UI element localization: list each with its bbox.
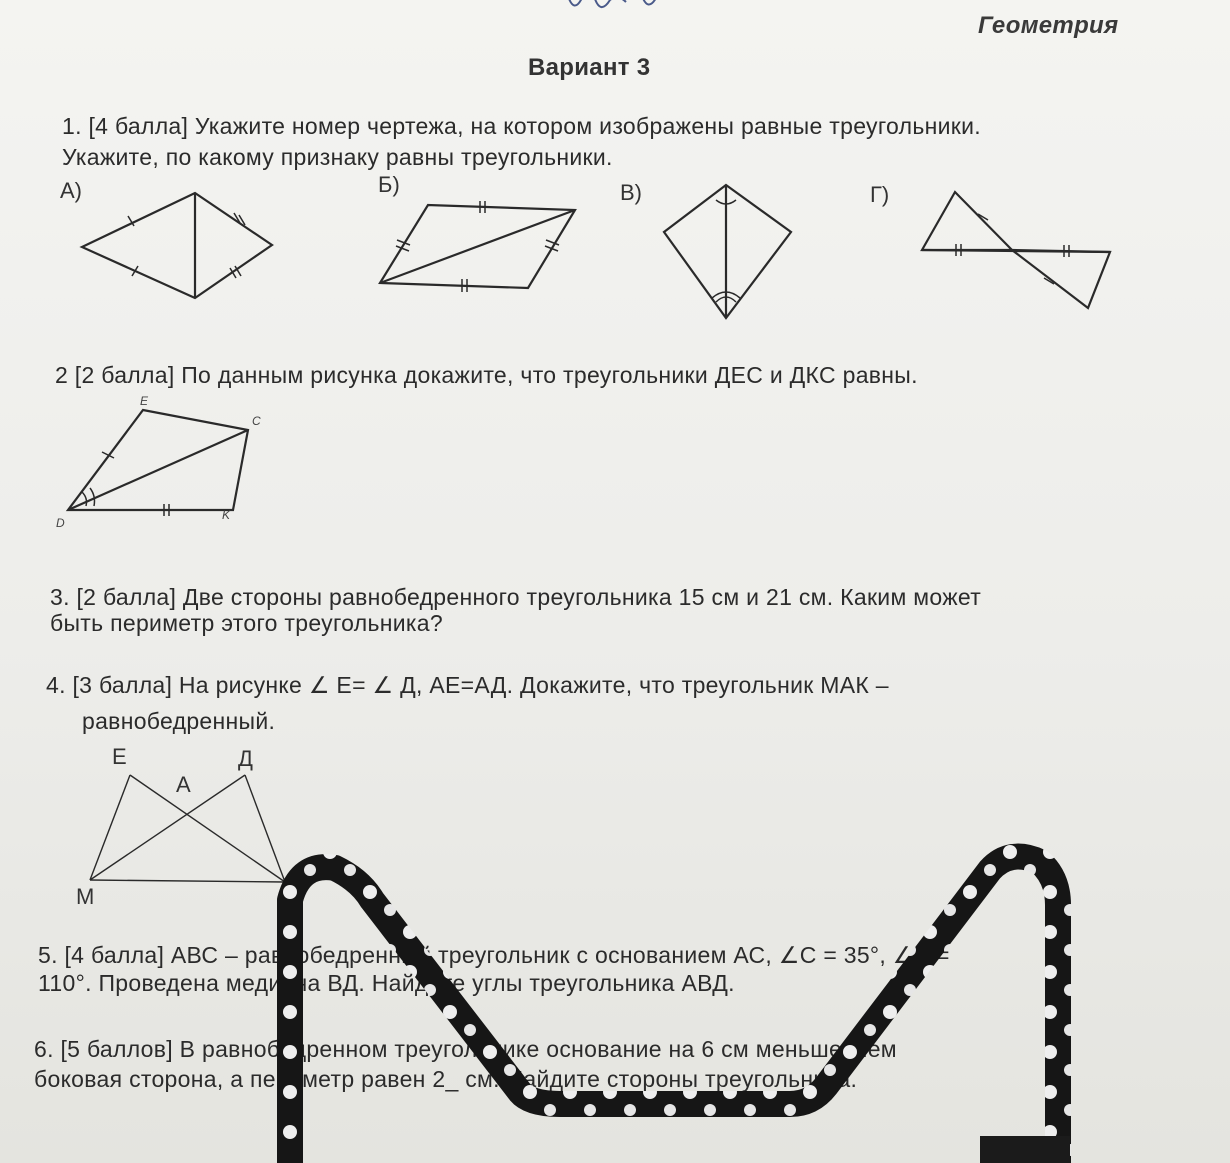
task2-point-e: E [140, 394, 149, 408]
task3-line2: быть периметр этого треугольника? [50, 610, 443, 636]
task4-point-a: А [176, 772, 191, 797]
task4-line2: равнобедренный. [82, 708, 276, 734]
task2-line1: 2 [2 балла] По данным рисунка докажите, что треугольники ДЕС и ДКС равны. [55, 362, 918, 388]
figure-label-a: А) [60, 178, 82, 203]
task4-point-e: Е [112, 744, 127, 769]
task1-line1: 1. [4 балла] Укажите номер чертежа, на котором изображены равные треугольники. [62, 113, 981, 139]
task6-line2: боковая сторона, а периметр равен 2_ см. Найдите стороны треугольника. [34, 1066, 858, 1092]
task5-line1: 5. [4 балла] АВС – равнобедренный треугольник с основанием АС, ∠С = 35°, ∠В = [38, 942, 950, 968]
task1-line2: Укажите, по какому признаку равны треугольники. [62, 144, 613, 170]
figure-label-b: Б) [378, 172, 400, 197]
task3-line1: 3. [2 балла] Две стороны равнобедренного треугольника 15 см и 21 см. Каким может [50, 584, 982, 610]
task2-point-d: D [56, 516, 65, 530]
task2-point-c: C [252, 414, 261, 428]
subject-title: Геометрия [978, 12, 1119, 39]
task4-point-d: Д [238, 746, 253, 771]
task4-line1: 4. [3 балла] На рисунке ∠ Е= ∠ Д, АЕ=АД. Докажите, что треугольник МАК – [46, 672, 889, 698]
task5-line2: 110°. Проведена медиана ВД. Найдите углы треугольника АВД. [38, 970, 735, 996]
task6-line1: 6. [5 баллов] В равнобедренном треугольнике основание на 6 см меньше, чем [34, 1036, 897, 1062]
variant-title: Вариант 3 [528, 54, 651, 81]
task4-point-m: М [76, 884, 95, 909]
figure-label-g: Г) [870, 182, 890, 207]
task2-point-k: K [222, 508, 231, 522]
figure-label-v: В) [620, 180, 642, 205]
